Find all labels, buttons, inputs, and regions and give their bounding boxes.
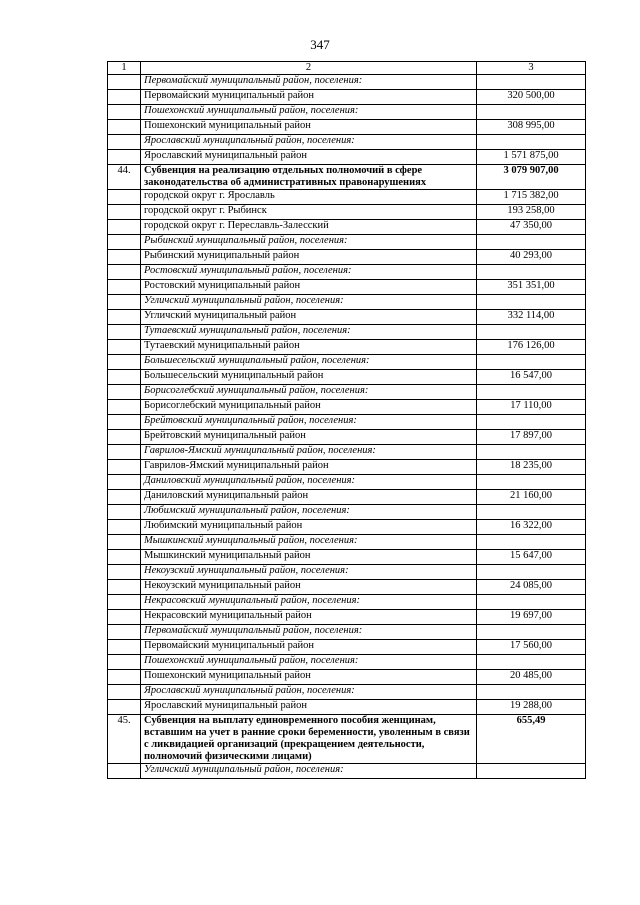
row-amount: 17 110,00 (477, 400, 586, 415)
row-name: Рыбинский муниципальный район, поселения: (141, 235, 477, 250)
row-name: Борисоглебский муниципальный район (141, 400, 477, 415)
table-row (108, 370, 586, 385)
row-amount (477, 445, 586, 460)
row-amount: 332 114,00 (477, 310, 586, 325)
row-number (108, 325, 141, 340)
row-amount: 16 322,00 (477, 520, 586, 535)
table-row (108, 205, 586, 220)
table-row (108, 490, 586, 505)
row-number (108, 310, 141, 325)
row-amount: 655,49 (477, 715, 586, 764)
row-number: 45. (108, 715, 141, 764)
row-amount (477, 595, 586, 610)
page-number: 347 (310, 37, 330, 52)
row-amount (477, 295, 586, 310)
row-amount: 1 715 382,00 (477, 190, 586, 205)
row-amount: 351 351,00 (477, 280, 586, 295)
row-amount: 19 288,00 (477, 700, 586, 715)
row-name: Даниловский муниципальный район, поселения: (141, 475, 477, 490)
group-header-row (108, 415, 586, 430)
row-amount (477, 135, 586, 150)
row-name: Брейтовский муниципальный район (141, 430, 477, 445)
row-number (108, 220, 141, 235)
row-amount (477, 535, 586, 550)
group-header-row (108, 595, 586, 610)
row-number (108, 445, 141, 460)
row-amount: 21 160,00 (477, 490, 586, 505)
row-amount: 16 547,00 (477, 370, 586, 385)
row-number (108, 265, 141, 280)
row-number (108, 550, 141, 565)
row-amount: 15 647,00 (477, 550, 586, 565)
table-row (108, 580, 586, 595)
row-number (108, 415, 141, 430)
table-row (108, 340, 586, 355)
row-number (108, 250, 141, 265)
row-name: Даниловский муниципальный район (141, 490, 477, 505)
row-number (108, 370, 141, 385)
row-name: Некоузский муниципальный район (141, 580, 477, 595)
row-number (108, 90, 141, 105)
column-header-name: 2 (141, 62, 477, 75)
row-number (108, 460, 141, 475)
row-name: Пошехонский муниципальный район, поселения: (141, 105, 477, 120)
row-number (108, 520, 141, 535)
section-row (108, 715, 586, 764)
group-header-row (108, 75, 586, 90)
table-row (108, 640, 586, 655)
table-row (108, 670, 586, 685)
row-number (108, 475, 141, 490)
row-name: Ростовский муниципальный район (141, 280, 477, 295)
row-name: городской округ г. Ярославль (141, 190, 477, 205)
row-name: Угличский муниципальный район, поселения: (141, 764, 477, 779)
group-header-row (108, 325, 586, 340)
row-amount (477, 385, 586, 400)
table-row (108, 190, 586, 205)
row-number (108, 685, 141, 700)
row-number (108, 280, 141, 295)
group-header-row (108, 625, 586, 640)
row-name: Угличский муниципальный район (141, 310, 477, 325)
row-number (108, 535, 141, 550)
row-number (108, 595, 141, 610)
row-name: Угличский муниципальный район, поселения: (141, 295, 477, 310)
row-name: Субвенция на выплату единовременного пособия женщинам, вставшим на учет в ранние сроки беременности, уволенным в связи с ликвидацией организаций (прекращением деятельности, полномочий физическими лицами) (141, 715, 477, 764)
table-row (108, 520, 586, 535)
group-header-row (108, 505, 586, 520)
group-header-row (108, 475, 586, 490)
group-header-row (108, 385, 586, 400)
row-number (108, 610, 141, 625)
group-header-row (108, 685, 586, 700)
row-number (108, 580, 141, 595)
row-number (108, 135, 141, 150)
row-number (108, 400, 141, 415)
row-number (108, 565, 141, 580)
group-header-row (108, 535, 586, 550)
row-amount (477, 655, 586, 670)
row-name: Большесельский муниципальный район, поселения: (141, 355, 477, 370)
section-row (108, 165, 586, 190)
row-amount (477, 105, 586, 120)
row-name: Пошехонский муниципальный район (141, 120, 477, 135)
row-number (108, 340, 141, 355)
row-amount (477, 265, 586, 280)
row-amount: 24 085,00 (477, 580, 586, 595)
table-row (108, 220, 586, 235)
table-row (108, 310, 586, 325)
row-amount: 308 995,00 (477, 120, 586, 135)
row-name: Субвенция на реализацию отдельных полномочий в сфере законодательства об административных правонарушениях (141, 165, 477, 190)
table-row (108, 90, 586, 105)
row-number (108, 120, 141, 135)
row-number (108, 640, 141, 655)
row-number (108, 700, 141, 715)
row-name: Некрасовский муниципальный район, поселения: (141, 595, 477, 610)
row-name: Мышкинский муниципальный район, поселения: (141, 535, 477, 550)
row-number (108, 190, 141, 205)
budget-table-body (108, 62, 586, 779)
table-header-row (108, 62, 586, 75)
row-amount (477, 355, 586, 370)
row-amount: 3 079 907,00 (477, 165, 586, 190)
row-name: Ярославский муниципальный район (141, 150, 477, 165)
group-header-row (108, 764, 586, 779)
group-header-row (108, 445, 586, 460)
row-amount: 19 697,00 (477, 610, 586, 625)
row-number (108, 764, 141, 779)
group-header-row (108, 105, 586, 120)
table-row (108, 250, 586, 265)
row-amount: 17 560,00 (477, 640, 586, 655)
row-amount (477, 415, 586, 430)
row-amount: 193 258,00 (477, 205, 586, 220)
row-name: Брейтовский муниципальный район, поселения: (141, 415, 477, 430)
row-name: Рыбинский муниципальный район (141, 250, 477, 265)
row-name: городской округ г. Переславль-Залесский (141, 220, 477, 235)
row-number (108, 625, 141, 640)
row-name: Первомайский муниципальный район (141, 90, 477, 105)
budget-table (107, 61, 586, 779)
row-amount (477, 625, 586, 640)
row-amount (477, 235, 586, 250)
row-name: Тутаевский муниципальный район, поселения: (141, 325, 477, 340)
table-row (108, 610, 586, 625)
row-number (108, 205, 141, 220)
row-number (108, 430, 141, 445)
row-number (108, 505, 141, 520)
row-number (108, 355, 141, 370)
row-name: Мышкинский муниципальный район (141, 550, 477, 565)
row-name: Пошехонский муниципальный район, поселения: (141, 655, 477, 670)
table-row (108, 150, 586, 165)
group-header-row (108, 265, 586, 280)
column-header-number: 1 (108, 62, 141, 75)
row-name: Ярославский муниципальный район, поселения: (141, 685, 477, 700)
row-name: Большесельский муниципальный район (141, 370, 477, 385)
row-amount: 176 126,00 (477, 340, 586, 355)
row-amount (477, 685, 586, 700)
row-number (108, 385, 141, 400)
row-number (108, 655, 141, 670)
row-amount: 1 571 875,00 (477, 150, 586, 165)
row-name: Некоузский муниципальный район, поселения: (141, 565, 477, 580)
row-amount (477, 75, 586, 90)
row-number (108, 75, 141, 90)
row-name: городской округ г. Рыбинск (141, 205, 477, 220)
row-name: Первомайский муниципальный район, поселения: (141, 625, 477, 640)
group-header-row (108, 565, 586, 580)
row-name: Любимский муниципальный район (141, 520, 477, 535)
row-amount: 40 293,00 (477, 250, 586, 265)
row-number: 44. (108, 165, 141, 190)
group-header-row (108, 295, 586, 310)
row-number (108, 235, 141, 250)
row-amount: 320 500,00 (477, 90, 586, 105)
row-name: Борисоглебский муниципальный район, поселения: (141, 385, 477, 400)
table-row (108, 550, 586, 565)
row-amount (477, 565, 586, 580)
group-header-row (108, 135, 586, 150)
row-name: Пошехонский муниципальный район (141, 670, 477, 685)
row-amount (477, 764, 586, 779)
row-amount (477, 325, 586, 340)
column-header-amount: 3 (477, 62, 586, 75)
row-name: Гаврилов-Ямский муниципальный район (141, 460, 477, 475)
row-name: Гаврилов-Ямский муниципальный район, поселения: (141, 445, 477, 460)
row-name: Первомайский муниципальный район (141, 640, 477, 655)
row-name: Ростовский муниципальный район, поселения: (141, 265, 477, 280)
row-number (108, 105, 141, 120)
table-row (108, 280, 586, 295)
row-name: Некрасовский муниципальный район (141, 610, 477, 625)
table-row (108, 460, 586, 475)
row-number (108, 490, 141, 505)
row-name: Первомайский муниципальный район, поселения: (141, 75, 477, 90)
row-name: Тутаевский муниципальный район (141, 340, 477, 355)
group-header-row (108, 235, 586, 250)
row-name: Любимский муниципальный район, поселения: (141, 505, 477, 520)
row-amount (477, 475, 586, 490)
table-row (108, 120, 586, 135)
row-amount (477, 505, 586, 520)
table-row (108, 430, 586, 445)
group-header-row (108, 355, 586, 370)
row-number (108, 150, 141, 165)
row-amount: 47 350,00 (477, 220, 586, 235)
row-name: Ярославский муниципальный район (141, 700, 477, 715)
row-number (108, 670, 141, 685)
group-header-row (108, 655, 586, 670)
row-name: Ярославский муниципальный район, поселения: (141, 135, 477, 150)
row-amount: 20 485,00 (477, 670, 586, 685)
table-row (108, 400, 586, 415)
row-number (108, 295, 141, 310)
row-amount: 18 235,00 (477, 460, 586, 475)
row-amount: 17 897,00 (477, 430, 586, 445)
table-row (108, 700, 586, 715)
